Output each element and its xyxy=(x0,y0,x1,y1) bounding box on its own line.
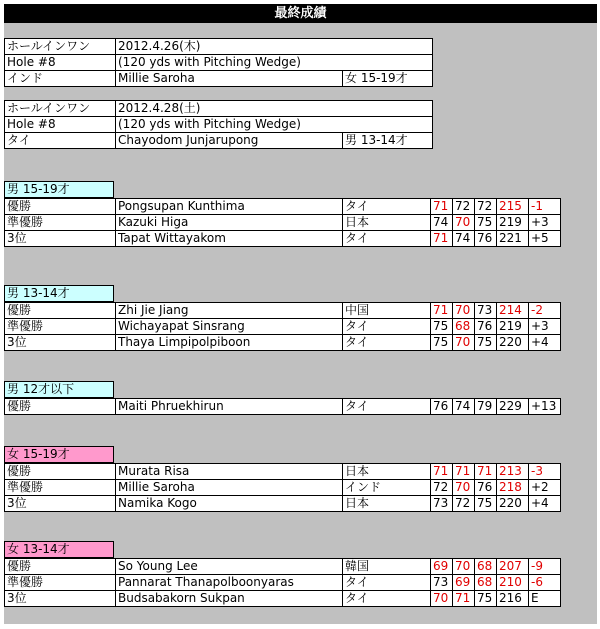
rank-cell: 準優勝 xyxy=(5,215,116,231)
round2-cell: 70 xyxy=(453,335,475,351)
total-cell: 221 xyxy=(497,231,529,247)
round3-cell: 73 xyxy=(475,303,497,319)
round1-cell: 73 xyxy=(431,575,453,591)
division-table xyxy=(4,463,561,512)
country-cell: タイ xyxy=(343,591,431,607)
table-row xyxy=(5,215,561,231)
round1-cell: 76 xyxy=(431,399,453,415)
division-header: 男 15-19才 xyxy=(4,181,114,198)
table-row xyxy=(5,399,561,415)
to-par-cell: +4 xyxy=(529,496,561,512)
hio-country: インド xyxy=(5,71,116,87)
player-cell: Wichayapat Sinsrang xyxy=(116,319,343,335)
round3-cell: 75 xyxy=(475,496,497,512)
total-cell: 210 xyxy=(497,575,529,591)
hole-in-one-box-2 xyxy=(4,100,433,149)
player-cell: Maiti Phruekhirun xyxy=(116,399,343,415)
round3-cell: 72 xyxy=(475,199,497,215)
country-cell: タイ xyxy=(343,399,431,415)
round3-cell: 68 xyxy=(475,575,497,591)
round1-cell: 75 xyxy=(431,319,453,335)
round1-cell: 69 xyxy=(431,559,453,575)
total-cell: 219 xyxy=(497,319,529,335)
hio-hole: Hole #8 xyxy=(5,55,116,71)
round2-cell: 71 xyxy=(453,591,475,607)
country-cell: 中国 xyxy=(343,303,431,319)
total-cell: 213 xyxy=(497,464,529,480)
hio-player: Millie Saroha xyxy=(116,71,343,87)
round2-cell: 74 xyxy=(453,231,475,247)
round3-cell: 71 xyxy=(475,464,497,480)
to-par-cell: -1 xyxy=(529,199,561,215)
total-cell: 220 xyxy=(497,335,529,351)
table-row xyxy=(5,591,561,607)
total-cell: 220 xyxy=(497,496,529,512)
round1-cell: 70 xyxy=(431,591,453,607)
round1-cell: 71 xyxy=(431,303,453,319)
round1-cell: 71 xyxy=(431,199,453,215)
country-cell: 日本 xyxy=(343,215,431,231)
rank-cell: 優勝 xyxy=(5,464,116,480)
division-header: 女 13-14才 xyxy=(4,541,114,558)
rank-cell: 準優勝 xyxy=(5,480,116,496)
round2-cell: 68 xyxy=(453,319,475,335)
hio-label: ホールインワン xyxy=(5,101,116,117)
total-cell: 215 xyxy=(497,199,529,215)
rank-cell: 3位 xyxy=(5,335,116,351)
table-row xyxy=(5,231,561,247)
round2-cell: 70 xyxy=(453,215,475,231)
player-cell: Budsabakorn Sukpan xyxy=(116,591,343,607)
rank-cell: 優勝 xyxy=(5,303,116,319)
hio-date: 2012.4.28(土) xyxy=(116,101,433,117)
round1-cell: 73 xyxy=(431,496,453,512)
rank-cell: 準優勝 xyxy=(5,319,116,335)
division-table xyxy=(4,198,561,247)
division-table xyxy=(4,398,561,415)
division-header: 女 15-19才 xyxy=(4,446,114,463)
hole-in-one-box-1 xyxy=(4,38,433,87)
country-cell: タイ xyxy=(343,231,431,247)
total-cell: 207 xyxy=(497,559,529,575)
table-row xyxy=(5,559,561,575)
player-cell: Tapat Wittayakom xyxy=(116,231,343,247)
player-cell: Namika Kogo xyxy=(116,496,343,512)
to-par-cell: -6 xyxy=(529,575,561,591)
round3-cell: 79 xyxy=(475,399,497,415)
hio-hole: Hole #8 xyxy=(5,117,116,133)
to-par-cell: +2 xyxy=(529,480,561,496)
player-cell: Kazuki Higa xyxy=(116,215,343,231)
country-cell: 日本 xyxy=(343,496,431,512)
player-cell: Pannarat Thanapolboonyaras xyxy=(116,575,343,591)
table-row xyxy=(5,199,561,215)
total-cell: 229 xyxy=(497,399,529,415)
round2-cell: 72 xyxy=(453,199,475,215)
round2-cell: 69 xyxy=(453,575,475,591)
rank-cell: 優勝 xyxy=(5,399,116,415)
player-cell: Pongsupan Kunthima xyxy=(116,199,343,215)
round2-cell: 70 xyxy=(453,559,475,575)
to-par-cell: -2 xyxy=(529,303,561,319)
round3-cell: 76 xyxy=(475,231,497,247)
hio-category: 男 13-14才 xyxy=(343,133,433,149)
rank-cell: 優勝 xyxy=(5,559,116,575)
to-par-cell: +13 xyxy=(529,399,561,415)
player-cell: So Young Lee xyxy=(116,559,343,575)
rank-cell: 優勝 xyxy=(5,199,116,215)
country-cell: タイ xyxy=(343,575,431,591)
to-par-cell: -9 xyxy=(529,559,561,575)
table-row xyxy=(5,496,561,512)
rank-cell: 準優勝 xyxy=(5,575,116,591)
round2-cell: 74 xyxy=(453,399,475,415)
hio-label: ホールインワン xyxy=(5,39,116,55)
to-par-cell: E xyxy=(529,591,561,607)
sheet-title: 最終成績 xyxy=(4,4,597,23)
round3-cell: 75 xyxy=(475,335,497,351)
table-row xyxy=(5,303,561,319)
country-cell: 日本 xyxy=(343,464,431,480)
table-row xyxy=(5,319,561,335)
round1-cell: 74 xyxy=(431,215,453,231)
rank-cell: 3位 xyxy=(5,591,116,607)
player-cell: Millie Saroha xyxy=(116,480,343,496)
player-cell: Zhi Jie Jiang xyxy=(116,303,343,319)
division-header: 男 13-14才 xyxy=(4,285,114,302)
division-table xyxy=(4,558,561,607)
round2-cell: 70 xyxy=(453,303,475,319)
total-cell: 219 xyxy=(497,215,529,231)
total-cell: 214 xyxy=(497,303,529,319)
division-table xyxy=(4,302,561,351)
round1-cell: 71 xyxy=(431,231,453,247)
country-cell: タイ xyxy=(343,199,431,215)
country-cell: タイ xyxy=(343,335,431,351)
round3-cell: 76 xyxy=(475,480,497,496)
table-row xyxy=(5,575,561,591)
to-par-cell: +5 xyxy=(529,231,561,247)
round2-cell: 70 xyxy=(453,480,475,496)
round1-cell: 75 xyxy=(431,335,453,351)
round1-cell: 71 xyxy=(431,464,453,480)
round3-cell: 75 xyxy=(475,215,497,231)
hio-country: タイ xyxy=(5,133,116,149)
player-cell: Thaya Limpipolpiboon xyxy=(116,335,343,351)
to-par-cell: -3 xyxy=(529,464,561,480)
division-header: 男 12才以下 xyxy=(4,381,114,398)
round2-cell: 72 xyxy=(453,496,475,512)
round1-cell: 72 xyxy=(431,480,453,496)
hio-category: 女 15-19才 xyxy=(343,71,433,87)
round3-cell: 68 xyxy=(475,559,497,575)
player-cell: Murata Risa xyxy=(116,464,343,480)
round3-cell: 75 xyxy=(475,591,497,607)
to-par-cell: +3 xyxy=(529,319,561,335)
table-row xyxy=(5,480,561,496)
hio-detail: (120 yds with Pitching Wedge) xyxy=(116,117,433,133)
country-cell: タイ xyxy=(343,319,431,335)
round3-cell: 76 xyxy=(475,319,497,335)
total-cell: 216 xyxy=(497,591,529,607)
table-row xyxy=(5,335,561,351)
round2-cell: 71 xyxy=(453,464,475,480)
rank-cell: 3位 xyxy=(5,496,116,512)
table-row xyxy=(5,464,561,480)
to-par-cell: +4 xyxy=(529,335,561,351)
to-par-cell: +3 xyxy=(529,215,561,231)
rank-cell: 3位 xyxy=(5,231,116,247)
hio-date: 2012.4.26(木) xyxy=(116,39,433,55)
country-cell: 韓国 xyxy=(343,559,431,575)
results-area xyxy=(4,23,597,624)
total-cell: 218 xyxy=(497,480,529,496)
hio-detail: (120 yds with Pitching Wedge) xyxy=(116,55,433,71)
hio-player: Chayodom Junjarupong xyxy=(116,133,343,149)
country-cell: インド xyxy=(343,480,431,496)
